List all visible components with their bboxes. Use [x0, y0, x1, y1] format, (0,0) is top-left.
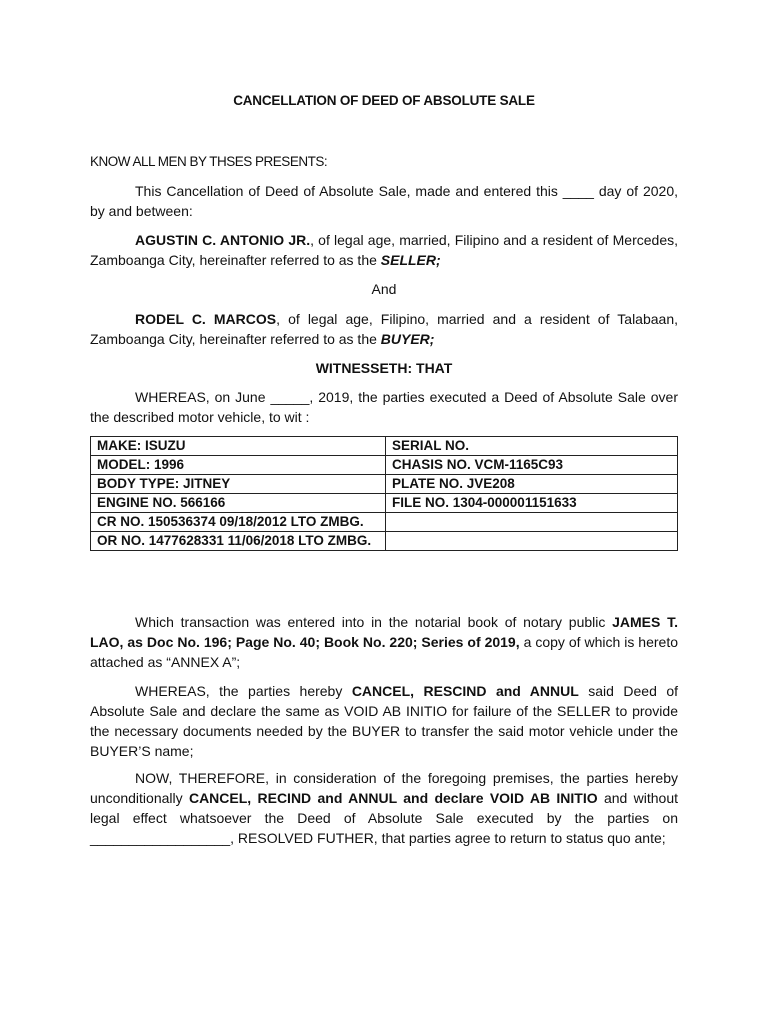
now-therefore-pre: NOW, THEREFORE, in consideration of the foregoing premises, the parties hereby unconditionally — [90, 770, 678, 806]
buyer-name: RODEL C. MARCOS — [135, 311, 277, 327]
transaction-bold: JAMES T. LAO, as Doc No. 196; Page No. 40; Book No. 220; Series of 2019, — [90, 614, 678, 650]
whereas-paragraph-2 — [90, 681, 678, 761]
table-row — [91, 475, 678, 494]
table-row — [91, 456, 678, 475]
table-cell: PLATE NO. JVE208 — [386, 475, 678, 494]
table-cell: ENGINE NO. 566166 — [91, 494, 386, 513]
table-cell: FILE NO. 1304-000001151633 — [386, 494, 678, 513]
table-cell: OR NO. 1477628331 11/06/2018 LTO ZMBG. — [91, 532, 386, 551]
table-cell: MODEL: 1996 — [91, 456, 386, 475]
table-row — [91, 494, 678, 513]
know-all-men-heading: KNOW ALL MEN BY THSES PRESENTS: — [90, 154, 328, 169]
buyer-text: , of legal age, Filipino, married and a resident of Talabaan, Zamboanga City, hereinafter referred to as the — [90, 311, 678, 347]
whereas-2-post: said Deed of Absolute Sale and declare the same as VOID AB INITIO for failure of the SELLER to provide the necessary documents needed by the BUYER to transfer the said motor vehicle under the BUYER’S name; — [90, 683, 679, 759]
table-cell — [386, 513, 678, 532]
table-row — [91, 437, 678, 456]
table-cell — [386, 532, 678, 551]
seller-role: SELLER; — [380, 252, 441, 268]
buyer-paragraph — [90, 309, 678, 349]
transaction-paragraph — [90, 612, 678, 672]
now-therefore-post: and without legal effect whatsoever the Deed of Absolute Sale executed by the parties on __________________, RESOLVED FUTHER, that parties agree to return to status quo ante; — [90, 790, 678, 846]
intro-text: This Cancellation of Deed of Absolute Sale, made and entered this ____ day of 2020, by and between: — [90, 183, 678, 219]
table-row — [91, 513, 678, 532]
whereas-2-pre: WHEREAS, the parties hereby — [135, 683, 352, 699]
vehicle-table — [90, 436, 678, 551]
seller-text: , of legal age, married, Filipino and a resident of Mercedes, Zamboanga City, hereinafter referred to as the — [90, 232, 678, 268]
transaction-post: a copy of which is hereto attached as “ANNEX A”; — [90, 634, 678, 670]
table-row — [91, 532, 678, 551]
buyer-role: BUYER; — [380, 331, 435, 347]
witnesseth-heading: WITNESSETH: THAT — [315, 360, 453, 376]
whereas-paragraph-1 — [90, 387, 678, 427]
now-therefore-paragraph — [90, 768, 678, 848]
seller-name: AGUSTIN C. ANTONIO JR. — [135, 232, 311, 248]
transaction-pre: Which transaction was entered into in the notarial book of notary public — [135, 614, 613, 630]
table-cell: CR NO. 150536374 09/18/2012 LTO ZMBG. — [91, 513, 386, 532]
table-cell: SERIAL NO. — [386, 437, 678, 456]
table-cell: CHASIS NO. VCM-1165C93 — [386, 456, 678, 475]
table-cell: MAKE: ISUZU — [91, 437, 386, 456]
whereas-2-bold: CANCEL, RESCIND and ANNUL — [351, 683, 579, 699]
seller-paragraph — [90, 230, 678, 270]
table-cell: BODY TYPE: JITNEY — [91, 475, 386, 494]
and-separator: And — [371, 281, 397, 297]
now-therefore-bold: CANCEL, RECIND and ANNUL and declare VOID AB INITIO — [188, 790, 598, 806]
document-title: CANCELLATION OF DEED OF ABSOLUTE SALE — [233, 93, 535, 108]
intro-paragraph — [90, 181, 678, 221]
whereas-1-text: WHEREAS, on June _____, 2019, the parties executed a Deed of Absolute Sale over the described motor vehicle, to wit : — [90, 389, 678, 425]
